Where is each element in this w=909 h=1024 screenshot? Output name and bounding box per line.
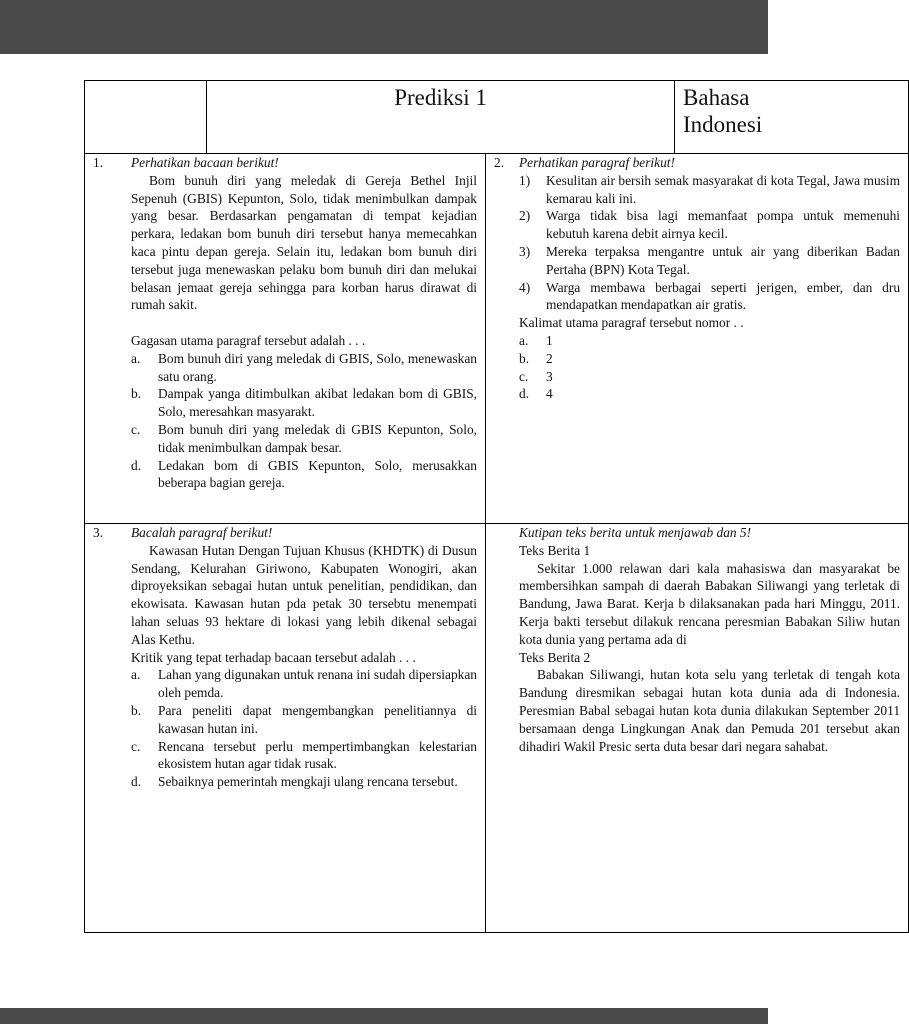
question-instruction: Bacalah paragraf berikut! <box>131 525 273 540</box>
news-1-title: Teks Berita 1 <box>519 542 591 558</box>
question-number: 1. <box>93 155 104 170</box>
answer-option-d[interactable]: d. Ledakan bom di GBIS Kepunton, Solo, merusakkan beberapa bagian gereja. <box>131 457 477 491</box>
answer-option-a[interactable]: a. Lahan yang digunakan untuk renana ini sudah dipersiapkan oleh pemda. <box>131 667 477 701</box>
news-text-cell <box>486 524 909 933</box>
news-2-title: Teks Berita 2 <box>519 649 591 665</box>
question-prompt: Kalimat utama paragraf tersebut nomor . . <box>519 315 744 331</box>
answer-option-a[interactable]: a. 1 <box>519 332 553 348</box>
answer-option-c[interactable]: c. Rencana tersebut perlu mempertimbangkan kelestarian ekosistem hutan agar tidak rusak. <box>131 738 477 772</box>
answer-option-b[interactable]: b. 2 <box>519 350 553 366</box>
viewer-top-bar <box>0 0 768 54</box>
question-prompt: Gagasan utama paragraf tersebut adalah . . . <box>131 332 366 348</box>
page-title: Prediksi 1 <box>207 81 675 154</box>
answer-option-b[interactable]: b. Para peneliti dapat mengembangkan penelitiannya di kawasan hutan ini. <box>131 702 477 736</box>
question-3-cell <box>85 524 486 933</box>
answer-option-c[interactable]: c. Bom bunuh diri yang meledak di GBIS Kepunton, Solo, tidak menimbulkan dampak besar. <box>131 421 477 455</box>
question-2-cell <box>486 154 909 524</box>
answer-option-d[interactable]: d. 4 <box>519 386 553 402</box>
answer-options <box>519 332 900 403</box>
numbered-sentences <box>519 172 900 314</box>
sentence-2: 2) Warga tidak bisa lagi memanfaat pompa untuk memenuhi kebutuh karena debit airnya kecil. <box>519 208 901 242</box>
answer-option-c[interactable]: c. 3 <box>519 368 553 384</box>
sentence-3: 3) Mereka terpaksa mengantre untuk air yang diberikan Badan Pertaha (BPN) Kota Tegal. <box>519 243 901 277</box>
question-passage: Bom bunuh diri yang meledak di Gereja Bethel Injil Sepenuh (GBIS) Kepunton, Solo, tidak menimbulkan dampak yang besar. Berdasarkan pengamatan di tempat kejadian perkara, ledakan bom bunuh diri tersebut hanya memecahkan kaca pintu depan gereja. Selain itu, ledakan bom bunuh diri tersebut juga menewaskan pelaku bom bunuh diri dan melukai belasan jemaat gereja sehingga para korban harus dirawat di rumah sakit. <box>131 172 477 313</box>
header-empty-cell <box>85 81 207 154</box>
viewer-bottom-bar <box>0 1008 768 1024</box>
answer-option-b[interactable]: b. Dampak yanga ditimbulkan akibat ledakan bom di GBIS, Solo, meresahkan masyarakt. <box>131 386 477 420</box>
sentence-1: 1) Kesulitan air bersih semak masyarakat di kota Tegal, Jawa musim kemarau kali ini. <box>519 172 901 206</box>
row-questions-3-5 <box>85 524 909 933</box>
answer-options <box>131 350 477 492</box>
question-number: 2. <box>494 155 505 170</box>
question-instruction: Perhatikan bacaan berikut! <box>131 155 279 170</box>
document-page <box>84 80 901 931</box>
subject-line-1: Bahasa <box>683 85 750 110</box>
question-prompt: Kritik yang tepat terhadap bacaan tersebut adalah . . . <box>131 649 416 665</box>
subject-cell <box>675 81 909 154</box>
header-row <box>85 81 909 154</box>
answer-option-a[interactable]: a. Bom bunuh diri yang meledak di GBIS, Solo, menewaskan satu orang. <box>131 350 477 384</box>
question-number: 3. <box>93 525 104 540</box>
news-2-text: Babakan Siliwangi, hutan kota selu yang terletak di tengah kota Bandung diresmikan sebagai hutan kota dunia ada di Indonesia. Peresmian Babal sebagai hutan kota dunia dilakukan September 2011 bersamaan denga Lingkungan Anak dan Pemuda 201 tersebut akan dihadiri Wakil Presic serta duta besar dari negara sahabat. <box>519 667 901 754</box>
row-questions-1-2 <box>85 154 909 524</box>
news-1-text: Sekitar 1.000 relawan dari kala mahasiswa dan masyarakat be membersihkan sampah di daerah Babakan Siliwangi yang terletak di Bandung, Jawa Barat. Kerja b dilaksanakan pada hari Minggu, 2011. Kerja bakti tersebut dilakuk rencana peresmian Babakan Siliw hutan kota dunia yang pertama ada di <box>519 560 901 647</box>
question-1-cell <box>85 154 486 524</box>
answer-option-d[interactable]: d. Sebaiknya pemerintah mengkaji ulang rencana tersebut. <box>131 774 458 790</box>
answer-options <box>131 666 477 791</box>
question-passage: Kawasan Hutan Dengan Tujuan Khusus (KHDTK) di Dusun Sendang, Kelurahan Giriwono, Kabupaten Wonogiri, akan diproyeksikan sebagai hutan untuk penelitian, pendidikan, dan ekowisata. Kawasan hutan pda petak 30 tersebtu menempati lahan seluas 93 hektare di lokasi yang lebih dikenal sebagai Alas Kethu. <box>131 542 477 647</box>
subject-line-2: Indonesi <box>683 112 763 137</box>
question-instruction: Perhatikan paragraf berikut! <box>519 155 675 170</box>
exam-table <box>84 80 909 933</box>
sentence-4: 4) Warga membawa berbagai seperti jerigen, ember, dan dru mendapatkan mendapatkan air gratis. <box>519 279 901 313</box>
news-instruction: Kutipan teks berita untuk menjawab dan 5! <box>519 525 752 540</box>
